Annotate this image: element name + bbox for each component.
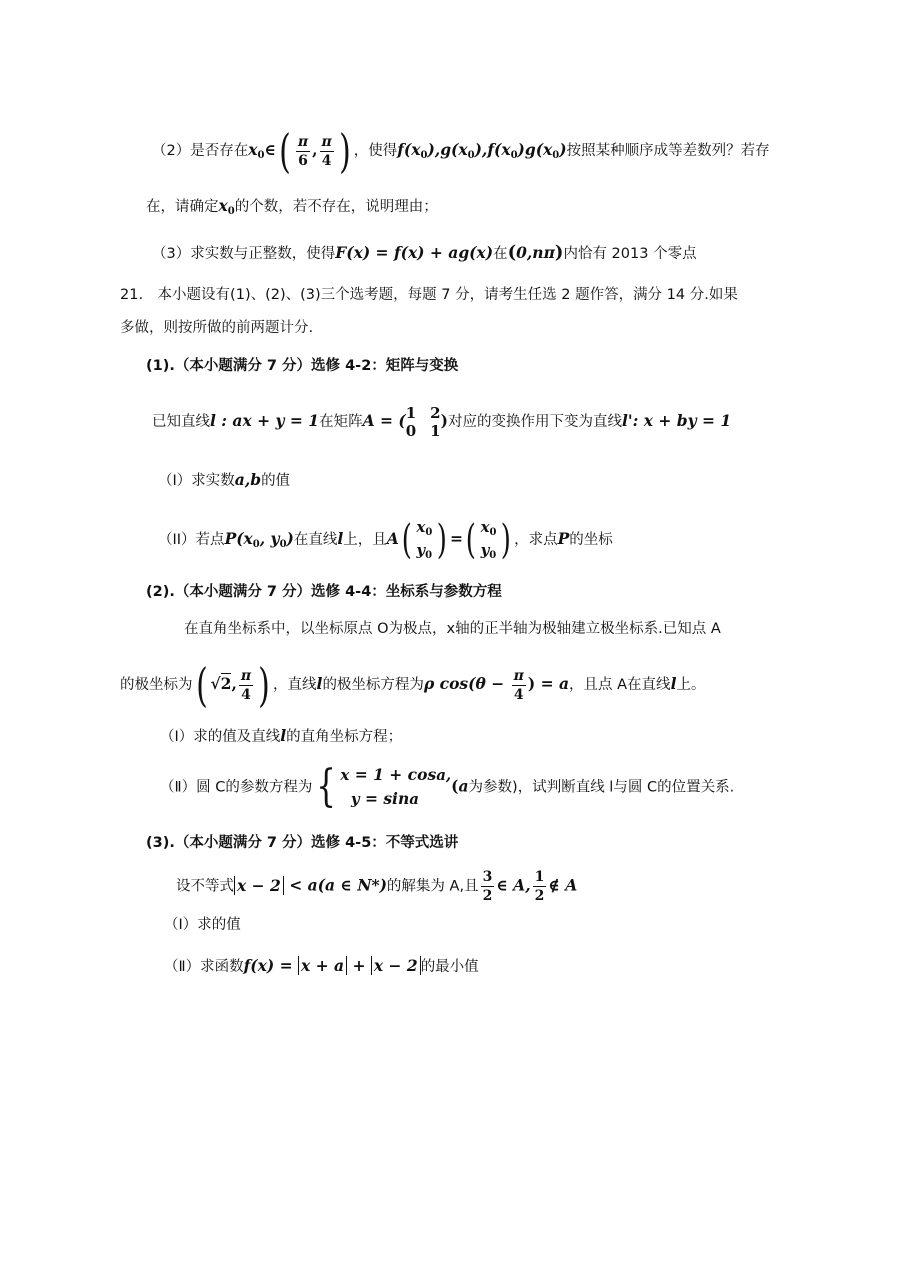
math-vector-x0y0-rhs: $x_0$ $y_0$: [480, 518, 497, 561]
q20-part2-line: （2）是否存在$x_0\in$( $\frac{\pi}{6}$ , $\frac{\pi}{4}$ ) ，使得$f(x_0),g(x_0),f(x_0)g(x_0)$按照某种顺序成等差数列？若存: [152, 124, 770, 178]
s1-heading: (1).（本小题满分 7 分）选修 4-2：矩阵与变换: [146, 358, 459, 374]
math-line-l: l : ax + y = 1: [210, 411, 320, 430]
s1-q2-mid3: ，求点: [514, 532, 558, 548]
math-paren-open: (: [279, 124, 291, 178]
math-interval: (: [507, 242, 517, 263]
q20-part3-pre: （3）求实数与正整数，使得: [152, 246, 336, 262]
s1-q2-mid1: 在直线: [293, 532, 338, 548]
q20-part2-cont-post: 的个数，若不存在，说明理由；: [234, 199, 438, 215]
s1-stmt-pre: 已知直线: [152, 414, 210, 430]
math-l: l: [337, 529, 344, 548]
math-frac-1-2: $\frac{1}{2}$: [534, 869, 545, 904]
s1-q1-pre: （I）求实数: [158, 473, 235, 489]
s1-q2-mid2: 上，且: [343, 532, 387, 548]
s2-stmt2-mid3: ，且点 A在直线: [569, 677, 671, 693]
s2-q1: [160, 728, 402, 745]
math-l-4: l: [280, 726, 287, 745]
math-fg-sequence: $f(x_0),g(x_0),f(x_0)g(x_0)$: [397, 140, 567, 161]
s2-stmt2: 的极坐标为( √2, $\frac{\pi}{4}$ ) ，直线l的极坐标方程为ρ cos(θ − $\frac{\pi}{4}$ ) = a，且点 A在直线l上。: [120, 658, 706, 712]
s1-q2-pre: （II）若点: [158, 532, 225, 548]
s2-stmt2-mid2: 的极坐标方程为: [322, 677, 424, 693]
math-x0: $x_0$: [218, 196, 235, 217]
math-frac-pi-4-c: $\frac{\pi}{4}$: [513, 667, 524, 703]
math-A: A: [386, 529, 399, 548]
s3-q1: （Ⅰ）求的值: [164, 917, 241, 933]
math-inequality: x − 2 < a(a ∈ N*): [234, 876, 387, 895]
s3-stmt-pre: 设不等式: [176, 878, 234, 895]
s3-q2-post: 的最小值: [420, 959, 479, 975]
s1-stmt-mid2: 对应的变换作用下变为直线: [447, 414, 622, 430]
s1-q1-post: 的值: [261, 473, 291, 489]
q20-part2-pre: （2）是否存在: [152, 143, 249, 159]
q21-intro-line1: 21. 本小题设有(1)、(2)、(3)三个选考题，每题 7 分，请考生任选 2 题作答，满分 14 分.如果: [120, 287, 738, 303]
s3-q2: [164, 958, 479, 975]
math-frac-pi-4: $\frac{\pi}{4}$: [321, 133, 332, 169]
s1-statement: 已知直线l : ax + y = 1在矩阵A = ( 1 2 0 1 )对应的变换作用下变为直线l': x + by = 1: [152, 404, 732, 440]
s2-q2: （Ⅱ）圆 C的参数方程为{ x = 1 + cosa, y = sina (a为参数)，试判断直线 l与圆 C的位置关系.: [160, 761, 735, 813]
s1-q2-post: 的坐标: [569, 532, 613, 548]
math-l-2: l: [316, 674, 323, 693]
s3-stmt-mid: 的解集为 A,且: [386, 878, 479, 895]
math-sqrt2: √2,: [210, 674, 237, 693]
math-polar-eq: ρ cos(θ −: [423, 674, 510, 693]
s2-stmt2-pre: 的极坐标为: [120, 677, 193, 693]
s2-stmt2-post: 上。: [676, 677, 706, 693]
math-P: P: [557, 529, 570, 548]
math-param-system: x = 1 + cosa, y = sina: [340, 765, 452, 809]
q20-part2-cont-line: [146, 198, 438, 217]
math-frac-pi-4-b: $\frac{\pi}{4}$: [240, 667, 252, 703]
q21-intro-line2: 多做，则按所做的前两题计分.: [120, 320, 314, 336]
math-point-P: $P(x_0$, $y_0$): [224, 529, 294, 550]
q20-part2-post: 按照某种顺序成等差数列？若存: [566, 143, 770, 159]
math-brace: {: [316, 761, 337, 813]
s2-q1-post: 的直角坐标方程；: [286, 729, 403, 745]
s1-q2: （II）若点$P(x_0$, $y_0$)在直线l上，且A( $x_0$ $y_0$ ) =( $x_0$ $y_0$ ) ，求点P的坐标: [158, 517, 613, 563]
math-frac-3-2: $\frac{3}{2}$: [482, 869, 493, 904]
math-matrix-A: 1 2 0 1: [405, 404, 441, 440]
math-f-abs: f(x) = x + a + x − 2: [244, 956, 421, 975]
s2-q2-param: 为参数): [468, 779, 518, 796]
s2-q2-pre: （Ⅱ）圆 C的参数方程为: [160, 779, 313, 796]
math-frac-pi-6: $\frac{\pi}{6}$: [297, 133, 309, 169]
s2-stmt2-mid1: ，直线: [273, 677, 317, 693]
s1-q1: [158, 472, 290, 489]
s2-q2-post: ，试判断直线 l与圆 C的位置关系.: [517, 779, 735, 796]
s2-stmt1: 在直角坐标系中，以坐标原点 O为极点，x轴的正半轴为极轴建立极坐标系.已知点 A: [184, 621, 721, 637]
math-paren-close-2: ): [258, 658, 270, 712]
s3-statement: 设不等式 x − 2 < a(a ∈ N*)的解集为 A,且 $\frac{3}{2}$ ∈ A, $\frac{1}{2}$ ∉ A: [176, 869, 578, 904]
math-paren-close: ): [338, 124, 351, 178]
q20-part3-line: （3）求实数与正整数，使得F(x) = f(x) + ag(x)在(0,nπ)内恰有 2013 个零点: [152, 242, 697, 263]
math-A-eq: A = (: [362, 411, 406, 430]
math-paren-open-2: (: [195, 658, 208, 712]
q20-part3-post: 内恰有 2013 个零点: [563, 246, 697, 262]
q20-part2-mid: ，使得: [353, 143, 398, 159]
math-line-l-prime: l': x + by = 1: [621, 411, 732, 430]
math-l-3: l: [670, 674, 677, 693]
q20-part3-mid: 在: [493, 246, 508, 262]
math-ab: a,b: [234, 470, 262, 489]
math-F-def: F(x) = f(x) + ag(x): [335, 243, 494, 262]
math-vector-x0y0: $x_0$ $y_0$: [416, 518, 433, 561]
s2-q1-pre: （Ⅰ）求的值及直线: [160, 729, 281, 745]
s1-stmt-mid1: 在矩阵: [319, 414, 363, 430]
q20-part2-cont-pre: 在，请确定: [146, 199, 219, 215]
math-x0-in: $x_0\in$: [248, 140, 276, 161]
s3-heading: (3).（本小题满分 7 分）选修 4-5：不等式选讲: [146, 835, 459, 851]
s3-q2-pre: （Ⅱ）求函数: [164, 959, 244, 975]
s2-heading: (2).（本小题满分 7 分）选修 4-4：坐标系与参数方程: [146, 584, 502, 600]
